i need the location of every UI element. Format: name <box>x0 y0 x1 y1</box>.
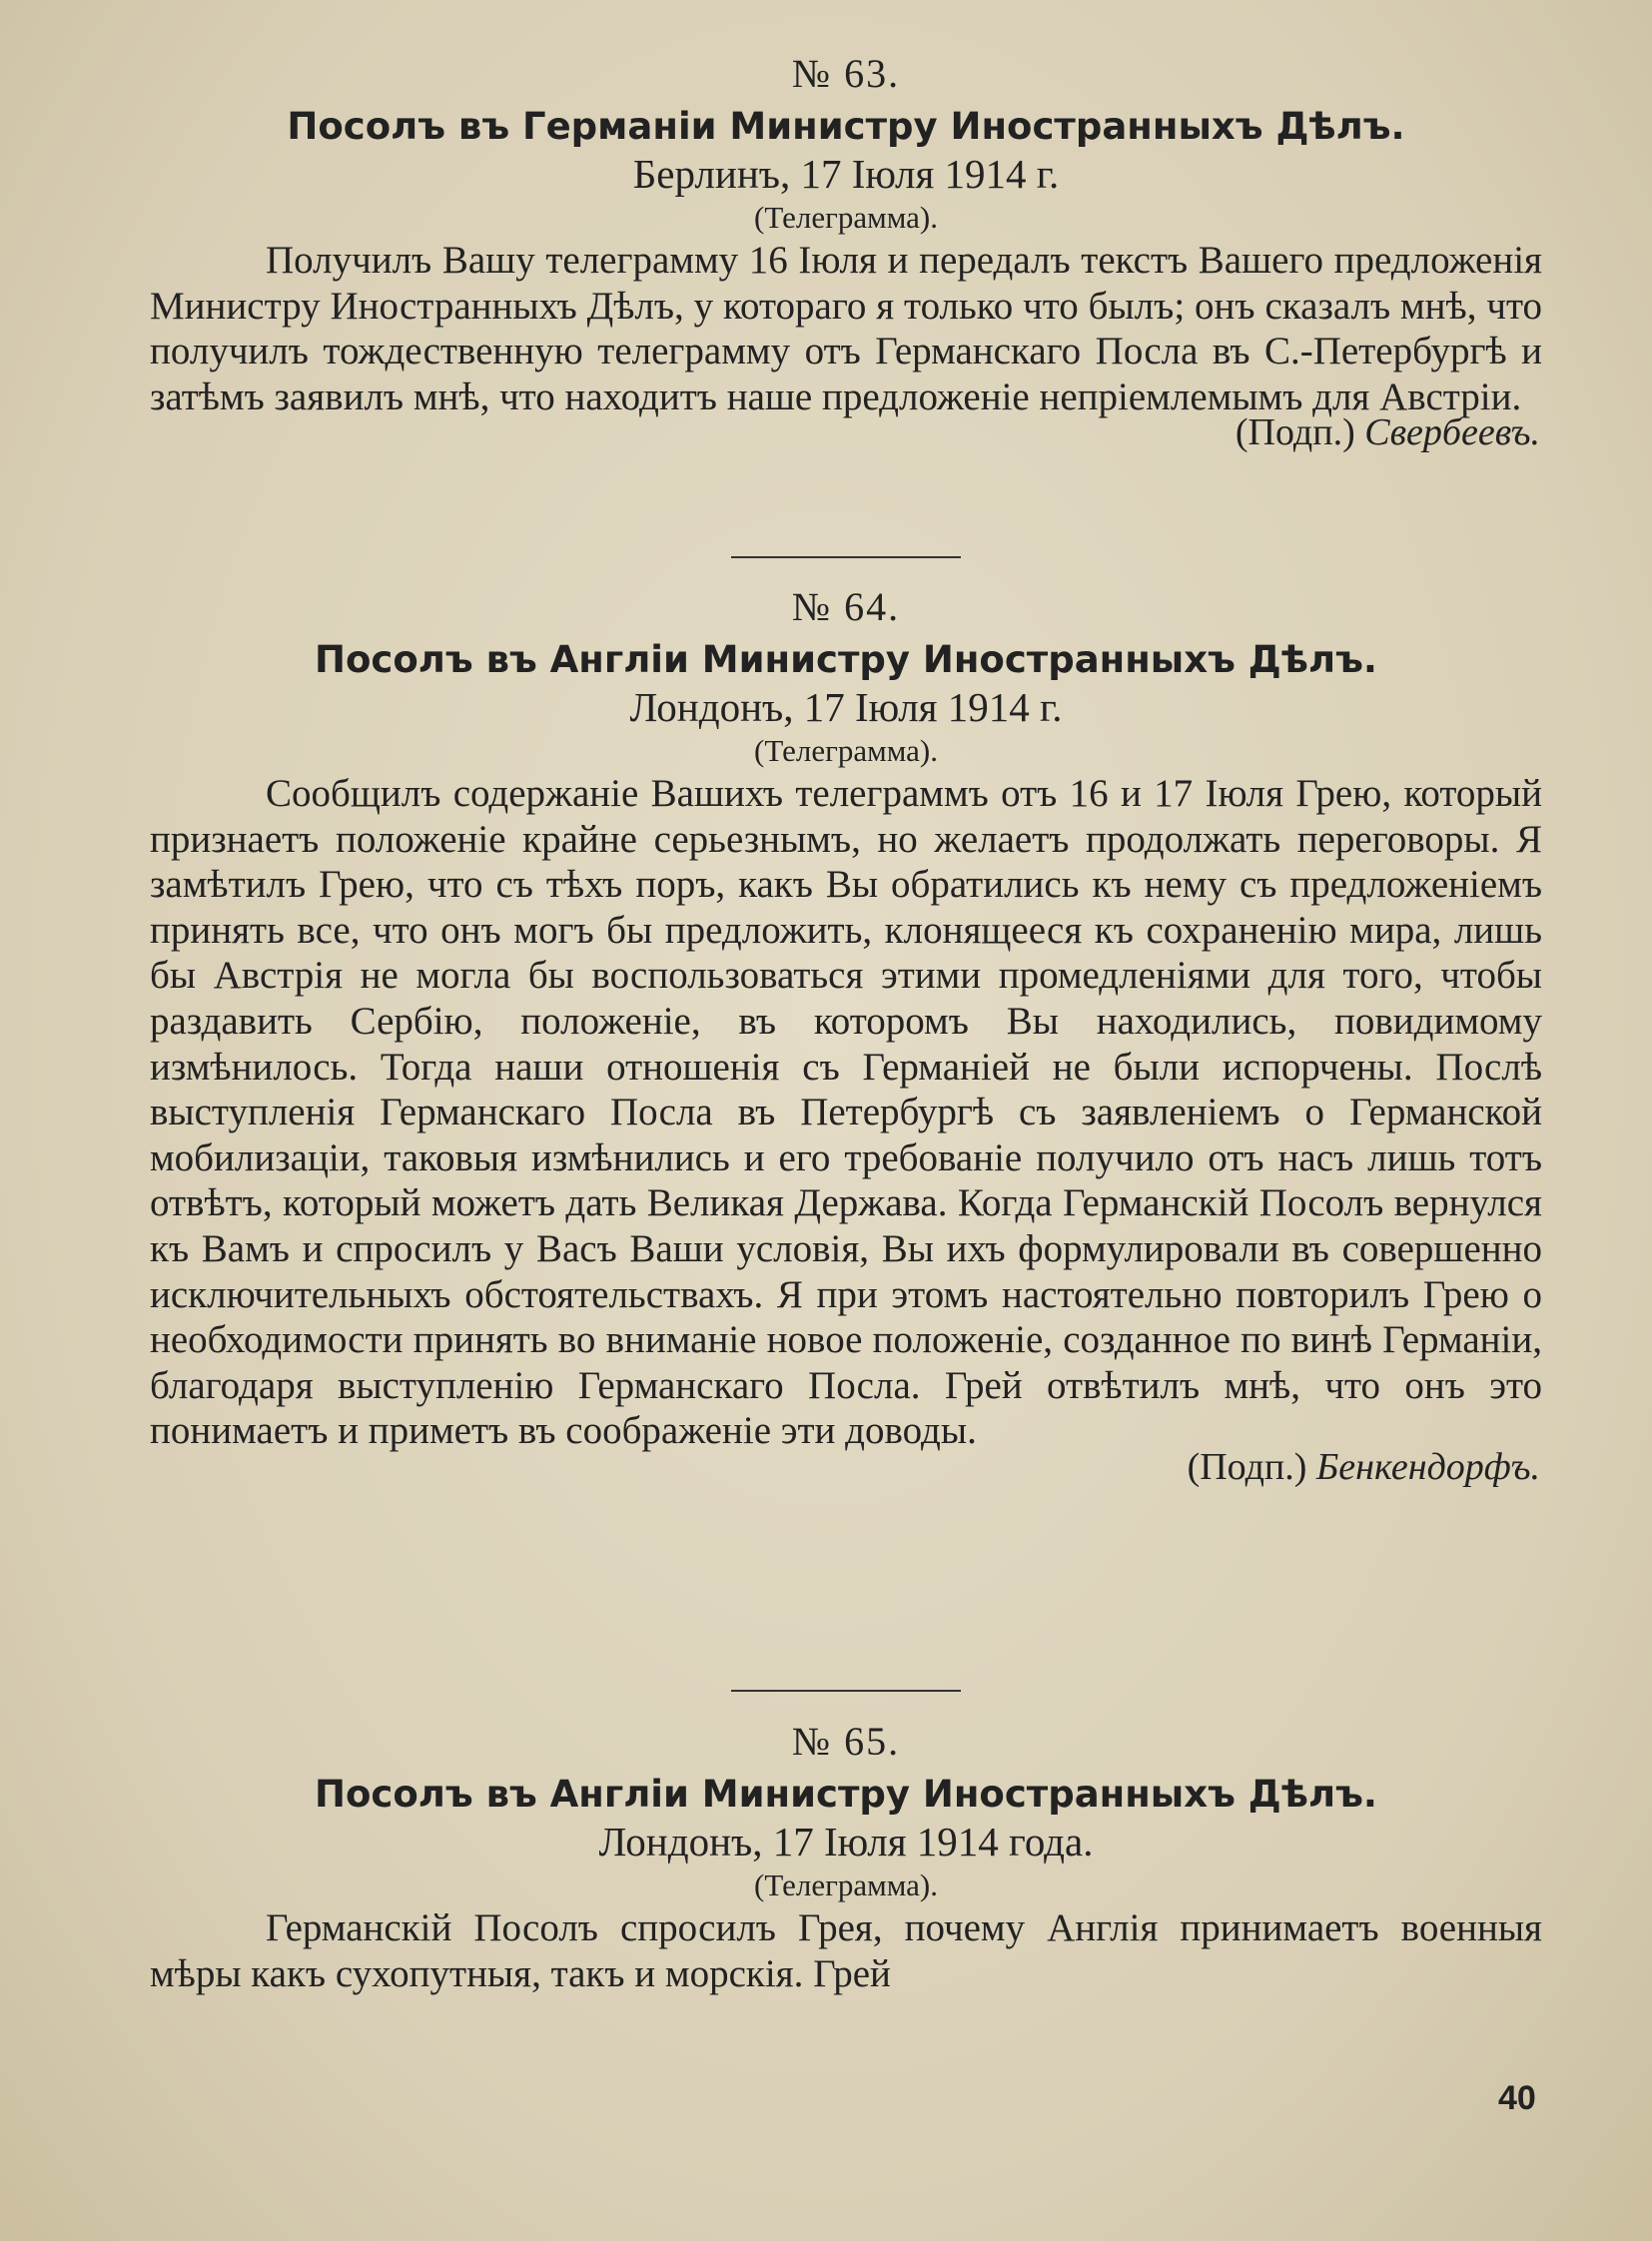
document-number: № 64. <box>791 584 901 629</box>
document-title: Посолъ въ Англіи Министру Иностранныхъ Дѣлъ. <box>315 638 1377 681</box>
document-title: Посолъ въ Германіи Министру Иностранныхъ Дѣлъ. <box>287 105 1405 148</box>
place-date: Лондонъ, 17 Іюля 1914 г. <box>629 684 1063 730</box>
document-65 <box>150 1718 1542 1996</box>
document-63 <box>150 50 1542 455</box>
signature-prefix: (Подп.) <box>1235 411 1355 454</box>
signature-prefix: (Подп.) <box>1187 1445 1307 1488</box>
telegram-text: Сообщилъ содержаніе Вашихъ телеграммъ отъ 16 и 17 Іюля Грею, который признаетъ положеніе крайне серьезнымъ, но желаетъ продолжать переговоры. Я замѣтилъ Грею, что съ тѣхъ поръ, какъ Вы обратились къ нему съ предложеніемъ принять все, что онъ могъ бы предложить, клонящееся къ сохраненію мира, лишь бы Австрія не могла бы воспользоваться этими промедленіями для того, чтобы раздавить Сербію, положеніе, въ которомъ Вы находились, повидимому измѣнилось. Тогда наши отношенія съ Германіей не были испорчены. Послѣ выступленія Германскаго Посла въ Петербургѣ съ заявленіемъ о Германской мобилизаціи, таковыя измѣнились и его требованіе получило отъ насъ лишь тотъ отвѣтъ, который можетъ дать Великая Держава. Когда Германскій Посолъ вернулся къ Вамъ и спросилъ у Васъ Ваши условія, Вы ихъ формулировали въ совершенно исключительныхъ обстоятельствахъ. Я при этомъ настоятельно повторилъ Грею о необходимости принять во вниманіе новое положеніе, созданное по винѣ Германіи, благодаря выступленію Германскаго Посла. Грей отвѣтилъ мнѣ, что онъ это понимаетъ и приметъ въ соображеніе эти доводы. <box>150 772 1542 1453</box>
section-divider <box>731 1690 961 1692</box>
section-divider <box>731 556 961 558</box>
signature-name: Бенкендорфъ. <box>1315 1445 1540 1488</box>
document-type: (Телеграмма). <box>754 1868 938 1902</box>
document-type: (Телеграмма). <box>754 733 938 768</box>
document-64 <box>150 583 1542 1490</box>
page-number: 40 <box>1498 2079 1536 2117</box>
place-date: Берлинъ, 17 Іюля 1914 г. <box>632 151 1060 197</box>
document-number: № 63. <box>791 51 901 96</box>
document-title: Посолъ въ Англіи Министру Иностранныхъ Дѣлъ. <box>315 1773 1377 1816</box>
place-date: Лондонъ, 17 Іюля 1914 года. <box>598 1819 1094 1865</box>
document-number: № 65. <box>791 1719 901 1764</box>
document-type: (Телеграмма). <box>754 200 938 235</box>
signature-name: Свербеевъ. <box>1364 411 1540 454</box>
telegram-text: Получилъ Вашу телеграмму 16 Іюля и передалъ текстъ Вашего предложенія Министру Иностранныхъ Дѣлъ, у котораго я только что былъ; онъ сказалъ мнѣ, что получилъ тождественную телеграмму отъ Германскаго Посла въ С.-Петербургѣ и затѣмъ заявилъ мнѣ, что находитъ наше предложеніе непріемлемымъ для Австріи. <box>150 239 1542 418</box>
telegram-text: Германскій Посолъ спросилъ Грея, почему Англія принимаетъ военныя мѣры какъ сухопутныя, такъ и морскія. Грей <box>150 1906 1542 1995</box>
